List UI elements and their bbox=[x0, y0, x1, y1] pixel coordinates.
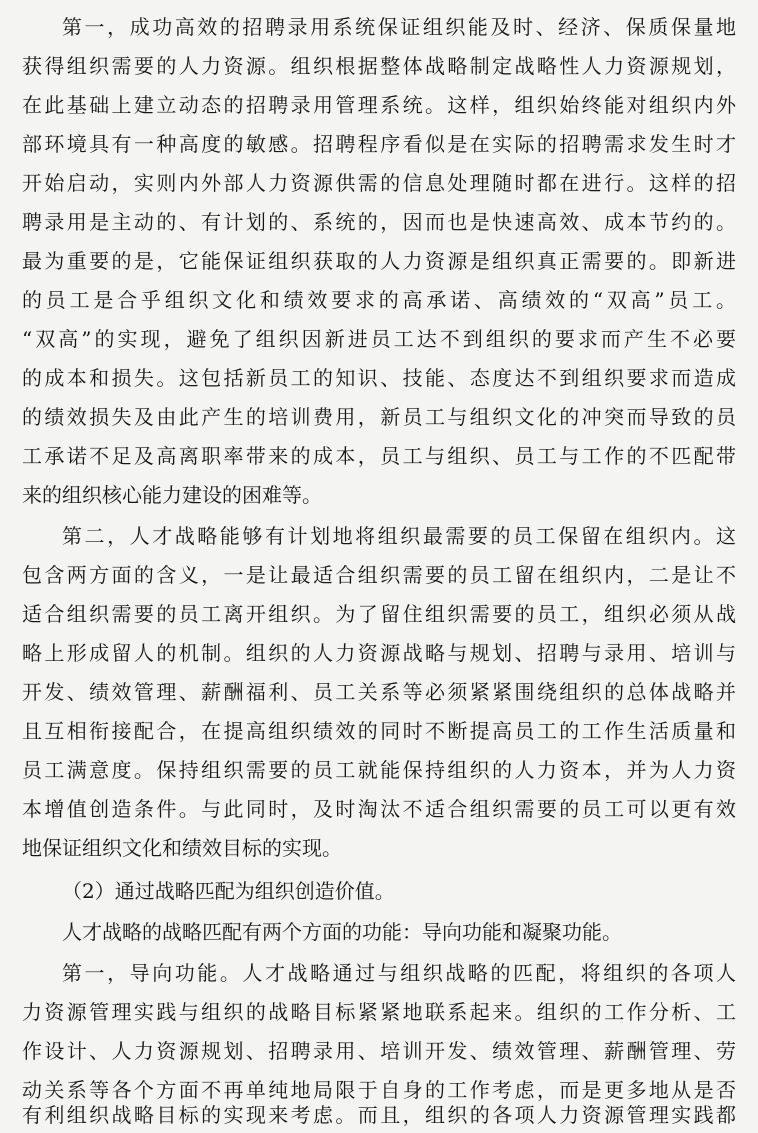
paragraph-2-line: 且互相衔接配合，在提高组织绩效的同时不断提高员工的工作生活质量和 bbox=[22, 719, 736, 743]
paragraph-1-line: 最为重要的是，它能保证组织获取的人力资源是组织真正需要的。即新进 bbox=[22, 249, 736, 273]
intro-line: 人才战略的战略匹配有两个方面的功能：导向功能和凝聚功能。 bbox=[62, 920, 622, 944]
paragraph-2-line: 员工满意度。保持组织需要的员工就能保持组织的人力资本，并为人力资 bbox=[22, 758, 736, 782]
paragraph-1-line: “双高”的实现，避免了组织因新进员工达不到组织的要求而产生不必要 bbox=[22, 327, 736, 351]
paragraph-2-last-line: 地保证组织文化和绩效目标的实现。 bbox=[22, 836, 342, 860]
paragraph-3-line: 动关系等各个方面不再单纯地局限于自身的工作考虑，而是更多地从是否 bbox=[22, 1078, 736, 1102]
paragraph-2-line: 略上形成留人的机制。组织的人力资源战略与规划、招聘与录用、培训与 bbox=[22, 641, 736, 665]
paragraph-1-line: 第一，成功高效的招聘录用系统保证组织能及时、经济、保质保量地 bbox=[62, 15, 736, 39]
paragraph-2-line: 第二，人才战略能够有计划地将组织最需要的员工保留在组织内。这 bbox=[62, 524, 736, 548]
paragraph-2-line: 开发、绩效管理、薪酬福利、员工关系等必须紧紧围绕组织的总体战略并 bbox=[22, 680, 736, 704]
paragraph-1-line: 的成本和损失。这包括新员工的知识、技能、态度达不到组织要求而造成 bbox=[22, 366, 736, 390]
paragraph-1-line: 的绩效损失及由此产生的培训费用，新员工与组织文化的冲突而导致的员 bbox=[22, 405, 736, 429]
paragraph-1-last-line: 来的组织核心能力建设的困难等。 bbox=[22, 483, 322, 507]
paragraph-2-line: 本增值创造条件。与此同时，及时淘汰不适合组织需要的员工可以更有效 bbox=[22, 797, 736, 821]
paragraph-2-line: 适合组织需要的员工离开组织。为了留住组织需要的员工，组织必须从战 bbox=[22, 602, 736, 626]
paragraph-1-line: 的员工是合乎组织文化和绩效要求的高承诺、高绩效的“双高”员工。 bbox=[22, 288, 736, 312]
paragraph-3-line: 有利组织战略目标的实现来考虑。而且，组织的各项人力资源管理实践都 bbox=[22, 1103, 736, 1127]
paragraph-1-line: 工承诺不足及高离职率带来的成本，员工与组织、员工与工作的不匹配带 bbox=[22, 444, 736, 468]
paragraph-3-line: 力资源管理实践与组织的战略目标紧紧地联系起来。组织的工作分析、工 bbox=[22, 1000, 736, 1024]
paragraph-1-line: 开始启动，实则内外部人力资源供需的信息处理随时都在进行。这样的招 bbox=[22, 171, 736, 195]
paragraph-1-line: 部环境具有一种高度的敏感。招聘程序看似是在实际的招聘需求发生时才 bbox=[22, 132, 736, 156]
paragraph-2-line: 包含两方面的含义，一是让最适合组织需要的员工留在组织内，二是让不 bbox=[22, 563, 736, 587]
paragraph-3-line: 第一，导向功能。人才战略通过与组织战略的匹配，将组织的各项人 bbox=[62, 961, 736, 985]
paragraph-1-line: 聘录用是主动的、有计划的、系统的，因而也是快速高效、成本节约的。 bbox=[22, 210, 736, 234]
paragraph-1-line: 在此基础上建立动态的招聘录用管理系统。这样，组织始终能对组织内外 bbox=[22, 93, 736, 117]
section-heading: （2）通过战略匹配为组织创造价值。 bbox=[62, 879, 395, 903]
paragraph-1-line: 获得组织需要的人力资源。组织根据整体战略制定战略性人力资源规划， bbox=[22, 54, 736, 78]
paragraph-3-line: 作设计、人力资源规划、招聘录用、培训开发、绩效管理、薪酬管理、劳 bbox=[22, 1039, 736, 1063]
